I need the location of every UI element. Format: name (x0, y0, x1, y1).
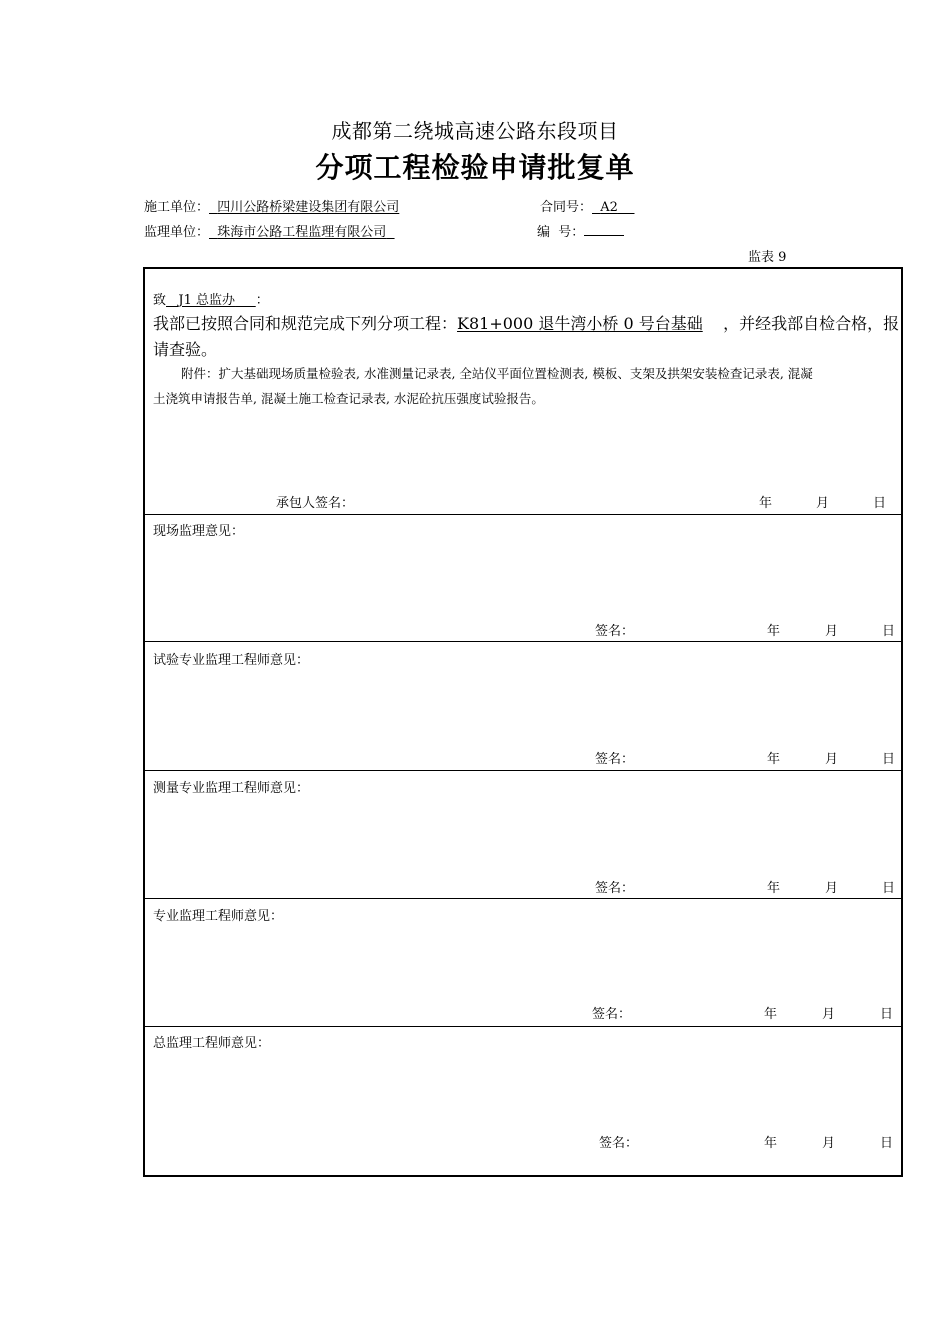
work-item-value[interactable]: K81+000 退牛湾小桥 0 号台基础 (457, 314, 703, 333)
chief-engineer-section (145, 1027, 901, 1173)
signature-label: 签名： (599, 1136, 639, 1151)
contractor-signature-label: 承包人签名： (276, 496, 355, 511)
serial-no-field (537, 221, 624, 240)
section-label: 现场监理意见： (153, 524, 245, 539)
attachments-line1: 附件：扩大基础现场质量检验表, 水准测量记录表, 全站仪平面位置检测表, 模板、支架及拱架安装检查记录表, 混凝 (181, 366, 813, 381)
signature-label: 签名： (592, 1007, 632, 1022)
month-label: 月 (822, 1136, 836, 1151)
month-label: 月 (822, 1007, 836, 1022)
approval-form-table (143, 267, 903, 1177)
year-label: 年 (759, 496, 773, 511)
contract-no-value[interactable]: A2 (600, 200, 618, 215)
month-label: 月 (825, 881, 839, 896)
day-label: 日 (882, 624, 896, 639)
signature-label: 签名： (595, 624, 635, 639)
request-body-line1: 我部已按照合同和规范完成下列分项工程：K81+000 退牛湾小桥 0 号台基础 ，并经我部自检合格，报 (153, 314, 900, 333)
to-prefix: 致 (153, 293, 167, 308)
contract-no-field (540, 196, 634, 215)
year-label: 年 (767, 624, 781, 639)
supervisor-label: 监理单位： (144, 225, 210, 240)
section-label: 总监理工程师意见： (153, 1036, 271, 1051)
contractor-label: 施工单位： (144, 200, 210, 215)
serial-no-label: 编 号： (537, 225, 585, 240)
specialist-engineer-section (145, 899, 901, 1027)
site-supervisor-section (145, 515, 901, 642)
survey-engineer-section (145, 771, 901, 899)
test-engineer-section (145, 642, 901, 771)
serial-no-value[interactable] (584, 223, 624, 236)
year-label: 年 (767, 881, 781, 896)
section-label: 试验专业监理工程师意见： (153, 653, 310, 668)
year-label: 年 (764, 1007, 778, 1022)
section-label: 专业监理工程师意见： (153, 909, 284, 924)
addressee-line: 致 J1 总监办 ： (153, 293, 269, 308)
contract-no-label: 合同号： (540, 200, 593, 215)
contractor-value[interactable]: 四川公路桥梁建设集团有限公司 (217, 200, 400, 215)
form-title: 分项工程检验申请批复单 (315, 151, 635, 184)
supervisor-value[interactable]: 珠海市公路工程监理有限公司 (217, 225, 387, 240)
day-label: 日 (880, 1007, 894, 1022)
supervisor-field (144, 221, 395, 240)
day-label: 日 (873, 496, 887, 511)
year-label: 年 (764, 1136, 778, 1151)
form-number: 监表 9 (748, 250, 787, 265)
month-label: 月 (825, 624, 839, 639)
attachments-line2: 土浇筑申请报告单, 混凝土施工检查记录表, 水泥砼抗压强度试验报告。 (153, 391, 544, 406)
request-body-line2: 请查验。 (153, 340, 218, 359)
addressee-value[interactable]: J1 总监办 (178, 293, 236, 308)
day-label: 日 (882, 752, 896, 767)
signature-label: 签名： (595, 881, 635, 896)
month-label: 月 (816, 496, 830, 511)
year-label: 年 (767, 752, 781, 767)
month-label: 月 (825, 752, 839, 767)
section-label: 测量专业监理工程师意见： (153, 781, 310, 796)
signature-label: 签名： (595, 752, 635, 767)
contractor-field (144, 196, 399, 215)
project-name: 成都第二绕城高速公路东段项目 (331, 119, 619, 143)
request-section (145, 269, 901, 515)
day-label: 日 (880, 1136, 894, 1151)
day-label: 日 (882, 881, 896, 896)
